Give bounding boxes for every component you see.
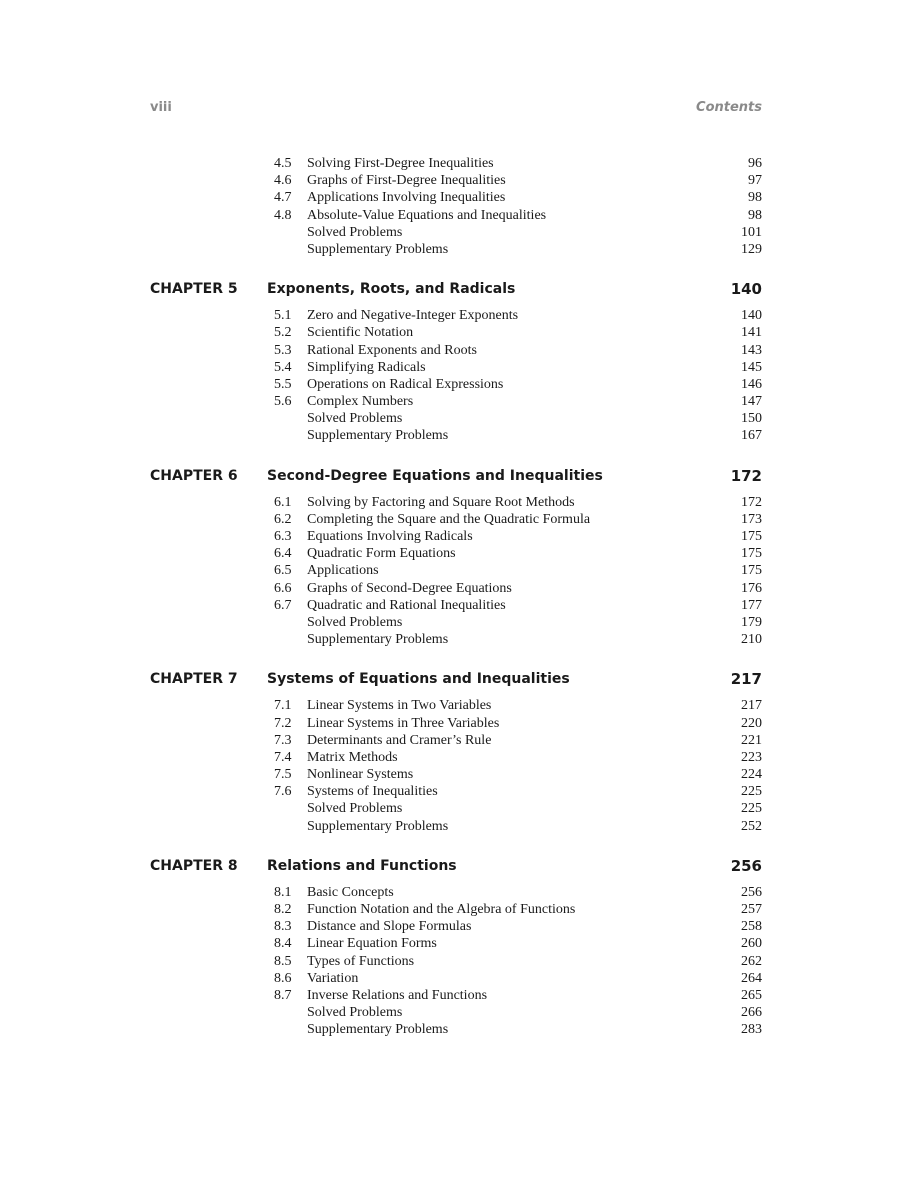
toc-entry <box>150 224 762 241</box>
toc-entry <box>150 562 762 579</box>
section-title: Inverse Relations and Functions <box>307 987 488 1003</box>
section-number: 8.1 <box>274 884 292 900</box>
toc-entry <box>150 545 762 562</box>
page-number: viii <box>150 100 172 115</box>
section-number: 5.3 <box>274 342 292 358</box>
toc-entry <box>150 511 762 528</box>
section-number: 6.5 <box>274 563 292 579</box>
toc-entry <box>150 427 762 444</box>
chapter-heading <box>150 671 762 688</box>
section-title: Matrix Methods <box>307 749 398 765</box>
toc-entry <box>150 189 762 206</box>
chapter-block <box>150 671 762 835</box>
toc-entry <box>150 393 762 410</box>
page-number-ref: 173 <box>741 511 762 527</box>
section-number: 4.6 <box>274 173 292 189</box>
chapter-page: 172 <box>730 466 762 485</box>
section-title: Completing the Square and the Quadratic Formula <box>307 511 591 527</box>
toc-entry <box>150 800 762 817</box>
page-number-ref: 257 <box>741 902 762 917</box>
section-number: 7.4 <box>274 749 292 765</box>
chapter-heading <box>150 858 762 875</box>
section-number: 7.2 <box>274 715 292 731</box>
section-title: Solved Problems <box>307 1005 403 1021</box>
toc-entry <box>150 697 762 714</box>
toc-entry <box>150 631 762 648</box>
page-number-ref: 140 <box>741 308 762 324</box>
page-number-ref: 252 <box>741 818 762 834</box>
page-number-ref: 283 <box>741 1022 762 1038</box>
section-number: 8.5 <box>274 953 292 969</box>
section-number: 7.5 <box>274 767 292 783</box>
section-title: Complex Numbers <box>307 394 414 410</box>
section-title: Equations Involving Radicals <box>307 529 473 544</box>
page-number-ref: 210 <box>741 632 762 648</box>
page-number-ref: 225 <box>741 801 762 817</box>
section-number: 8.7 <box>274 987 292 1003</box>
page-number-ref: 262 <box>741 953 762 969</box>
toc-entry <box>150 1021 762 1038</box>
chapter-block <box>150 858 762 1039</box>
page-number-ref: 265 <box>741 987 762 1003</box>
toc-entry <box>150 359 762 376</box>
toc-entry <box>150 749 762 766</box>
section-title: Types of Functions <box>307 953 415 969</box>
section-title: Solved Problems <box>307 224 403 240</box>
section-title: Zero and Negative-Integer Exponents <box>307 308 519 324</box>
section-number: 8.4 <box>274 936 292 952</box>
section-number: 6.4 <box>274 546 292 562</box>
toc-entry <box>150 783 762 800</box>
toc-entry <box>150 732 762 749</box>
section-title: Function Notation and the Algebra of Functions <box>307 902 576 917</box>
section-title: Graphs of First-Degree Inequalities <box>307 173 506 189</box>
section-number: 6.7 <box>274 597 292 613</box>
page-number-ref: 146 <box>741 376 762 392</box>
page-number-ref: 143 <box>741 342 762 358</box>
section-number: 6.1 <box>274 494 292 510</box>
section-title: Determinants and Cramer’s Rule <box>307 732 492 748</box>
toc-entry <box>150 715 762 732</box>
toc-entry <box>150 597 762 614</box>
page-number-ref: 175 <box>741 563 762 579</box>
section-number: 6.6 <box>274 580 292 596</box>
section-title: Quadratic Form Equations <box>307 546 456 562</box>
toc-entry <box>150 172 762 189</box>
chapter-page: 256 <box>730 856 762 875</box>
chapter-title: Exponents, Roots, and Radicals <box>267 281 516 298</box>
page-number-ref: 97 <box>748 173 762 189</box>
toc-entry <box>150 376 762 393</box>
section-title: Applications <box>307 563 379 579</box>
section-number: 8.2 <box>274 902 292 917</box>
chapter-label: CHAPTER 5 <box>150 281 238 298</box>
page-header <box>150 100 762 118</box>
toc-entry <box>150 614 762 631</box>
section-title: Variation <box>307 970 359 986</box>
toc-entry <box>150 766 762 783</box>
section-number: 8.6 <box>274 970 292 986</box>
section-title: Linear Systems in Three Variables <box>307 715 500 731</box>
toc-entry <box>150 970 762 987</box>
toc-entry <box>150 953 762 970</box>
page-number-ref: 176 <box>741 580 762 596</box>
toc-entry <box>150 818 762 835</box>
section-title: Simplifying Radicals <box>307 359 426 375</box>
section-title: Systems of Inequalities <box>307 784 438 800</box>
section-title: Distance and Slope Formulas <box>307 919 472 935</box>
section-title: Solving First-Degree Inequalities <box>307 156 494 171</box>
chapter-block <box>150 468 762 649</box>
section-title: Nonlinear Systems <box>307 767 414 783</box>
page-number-ref: 220 <box>741 715 762 731</box>
chapter-title: Relations and Functions <box>267 857 457 874</box>
toc-entry <box>150 410 762 427</box>
chapter-label: CHAPTER 8 <box>150 857 238 874</box>
page-number-ref: 179 <box>741 614 762 630</box>
section-title: Supplementary Problems <box>307 632 449 648</box>
page-number-ref: 141 <box>741 325 762 341</box>
toc-entry <box>150 528 762 545</box>
section-title: Absolute-Value Equations and Inequalities <box>307 207 547 223</box>
page-number-ref: 217 <box>741 698 762 714</box>
section-number: 5.4 <box>274 359 292 375</box>
section-number: 5.2 <box>274 325 292 341</box>
page-number-ref: 225 <box>741 784 762 800</box>
page-number-ref: 258 <box>741 919 762 935</box>
table-of-contents <box>150 155 762 1039</box>
section-title: Linear Equation Forms <box>307 936 437 952</box>
section-title: Scientific Notation <box>307 325 414 341</box>
section-title: Solved Problems <box>307 614 403 630</box>
toc-entry <box>150 494 762 511</box>
page-number-ref: 98 <box>748 190 762 206</box>
section-title: Quadratic and Rational Inequalities <box>307 597 506 613</box>
section-number: 7.6 <box>274 784 292 800</box>
section-title: Solved Problems <box>307 801 403 817</box>
page-number-ref: 129 <box>741 241 762 257</box>
chapter-page: 140 <box>730 280 762 299</box>
section-title: Basic Concepts <box>307 884 394 900</box>
section-title: Supplementary Problems <box>307 818 449 834</box>
section-number: 5.1 <box>274 308 292 324</box>
page-number-ref: 224 <box>741 767 762 783</box>
page-number-ref: 264 <box>741 970 762 986</box>
toc-entry <box>150 324 762 341</box>
section-number: 4.7 <box>274 190 292 206</box>
toc-entry <box>150 935 762 952</box>
chapter-block <box>150 281 762 445</box>
toc-entry <box>150 918 762 935</box>
section-number: 4.8 <box>274 207 292 223</box>
running-title: Contents <box>696 100 762 115</box>
section-title: Rational Exponents and Roots <box>307 342 477 358</box>
chapter-title: Systems of Equations and Inequalities <box>267 671 570 688</box>
page-number-ref: 150 <box>741 411 762 427</box>
page-number-ref: 175 <box>741 546 762 562</box>
page-number-ref: 256 <box>741 884 762 900</box>
page-number-ref: 221 <box>741 732 762 748</box>
toc-entry <box>150 307 762 324</box>
section-number: 7.3 <box>274 732 292 748</box>
section-title: Applications Involving Inequalities <box>307 190 506 206</box>
chapter-page: 217 <box>730 670 762 689</box>
page-number-ref: 96 <box>748 156 762 171</box>
chapter-title: Second-Degree Equations and Inequalities <box>267 467 603 484</box>
chapter-heading <box>150 468 762 485</box>
page-number-ref: 177 <box>741 597 762 613</box>
page-number-ref: 98 <box>748 207 762 223</box>
section-title: Operations on Radical Expressions <box>307 376 504 392</box>
chapter-label: CHAPTER 6 <box>150 467 238 484</box>
toc-entry <box>150 155 762 172</box>
toc-entry <box>150 901 762 918</box>
section-title: Linear Systems in Two Variables <box>307 698 492 714</box>
section-number: 6.2 <box>274 511 292 527</box>
section-number: 6.3 <box>274 529 292 544</box>
page-number-ref: 175 <box>741 529 762 544</box>
page-number-ref: 223 <box>741 749 762 765</box>
section-number: 5.6 <box>274 394 292 410</box>
section-title: Graphs of Second-Degree Equations <box>307 580 512 596</box>
section-title: Supplementary Problems <box>307 1022 449 1038</box>
page-number-ref: 101 <box>741 224 762 240</box>
page-number-ref: 145 <box>741 359 762 375</box>
page-number-ref: 266 <box>741 1005 762 1021</box>
page-number-ref: 147 <box>741 394 762 410</box>
section-title: Supplementary Problems <box>307 428 449 444</box>
toc-entry <box>150 884 762 901</box>
section-number: 7.1 <box>274 698 292 714</box>
toc-entry <box>150 987 762 1004</box>
page-number-ref: 167 <box>741 428 762 444</box>
chapter-heading <box>150 281 762 298</box>
section-number: 4.5 <box>274 156 292 171</box>
toc-entry <box>150 1004 762 1021</box>
section-title: Solving by Factoring and Square Root Methods <box>307 494 575 510</box>
toc-entry <box>150 207 762 224</box>
page-number-ref: 172 <box>741 494 762 510</box>
toc-entry <box>150 580 762 597</box>
section-number: 8.3 <box>274 919 292 935</box>
page-number-ref: 260 <box>741 936 762 952</box>
toc-entry <box>150 342 762 359</box>
section-number: 5.5 <box>274 376 292 392</box>
section-title: Supplementary Problems <box>307 241 449 257</box>
toc-entry <box>150 241 762 258</box>
chapter-label: CHAPTER 7 <box>150 671 238 688</box>
section-title: Solved Problems <box>307 411 403 427</box>
